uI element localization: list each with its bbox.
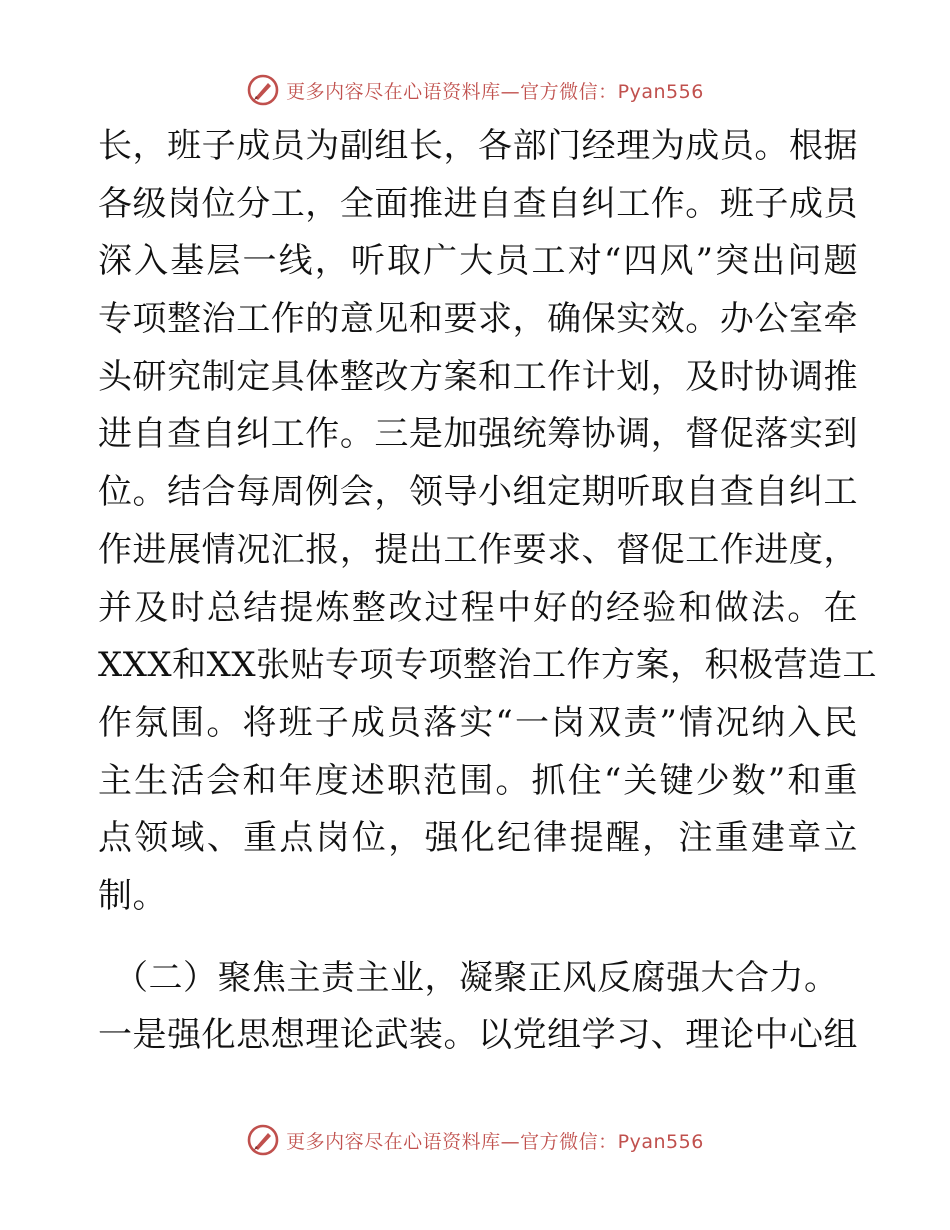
- paragraph-1: [98, 118, 878, 926]
- text-line: 进自查自纠工作。三是加强统筹协调，督促落实到: [98, 414, 858, 455]
- text-line: 制。: [98, 875, 167, 916]
- text-line: 各级岗位分工，全面推进自查自纠工作。班子成员: [98, 183, 858, 224]
- paragraph-2: [98, 950, 858, 1065]
- quill-pen-circle-icon: [246, 73, 280, 107]
- section-heading-line: （二）聚焦主责主业，凝聚正风反腐强大合力。: [114, 957, 839, 998]
- paragraph-spacer: [98, 926, 858, 950]
- watermark-text: 更多内容尽在心语资料库—官方微信：Pyan556: [286, 80, 704, 103]
- document-body: [98, 118, 878, 1065]
- text-line: 主生活会和年度述职范围。抓住“关键少数”和重: [98, 760, 858, 801]
- text-line: 点领域、重点岗位，强化纪律提醒，注重建章立: [98, 818, 858, 859]
- quill-pen-circle-icon: [246, 1123, 280, 1157]
- text-line: 一是强化思想理论武装。以党组学习、理论中心组: [98, 1015, 858, 1056]
- text-line: 专项整治工作的意见和要求，确保实效。办公室牵: [98, 299, 858, 340]
- watermark-header: [0, 68, 950, 112]
- text-line: 作氛围。将班子成员落实“一岗双责”情况纳入民: [98, 702, 858, 743]
- watermark-text: 更多内容尽在心语资料库—官方微信：Pyan556: [286, 1130, 704, 1153]
- text-line: 位。结合每周例会，领导小组定期听取自查自纠工: [98, 472, 858, 513]
- text-line: 深入基层一线，听取广大员工对“四风”突出问题: [98, 241, 858, 282]
- text-line: XXX和XX张贴专项专项整治工作方案，积极营造工: [98, 645, 878, 686]
- text-line: 头研究制定具体整改方案和工作计划，及时协调推: [98, 356, 858, 397]
- text-line: 作进展情况汇报，提出工作要求、督促工作进度，: [98, 529, 858, 570]
- text-line: 并及时总结提炼整改过程中好的经验和做法。在: [98, 587, 858, 628]
- text-line: 长，班子成员为副组长，各部门经理为成员。根据: [98, 126, 858, 166]
- watermark-footer: [0, 1118, 950, 1162]
